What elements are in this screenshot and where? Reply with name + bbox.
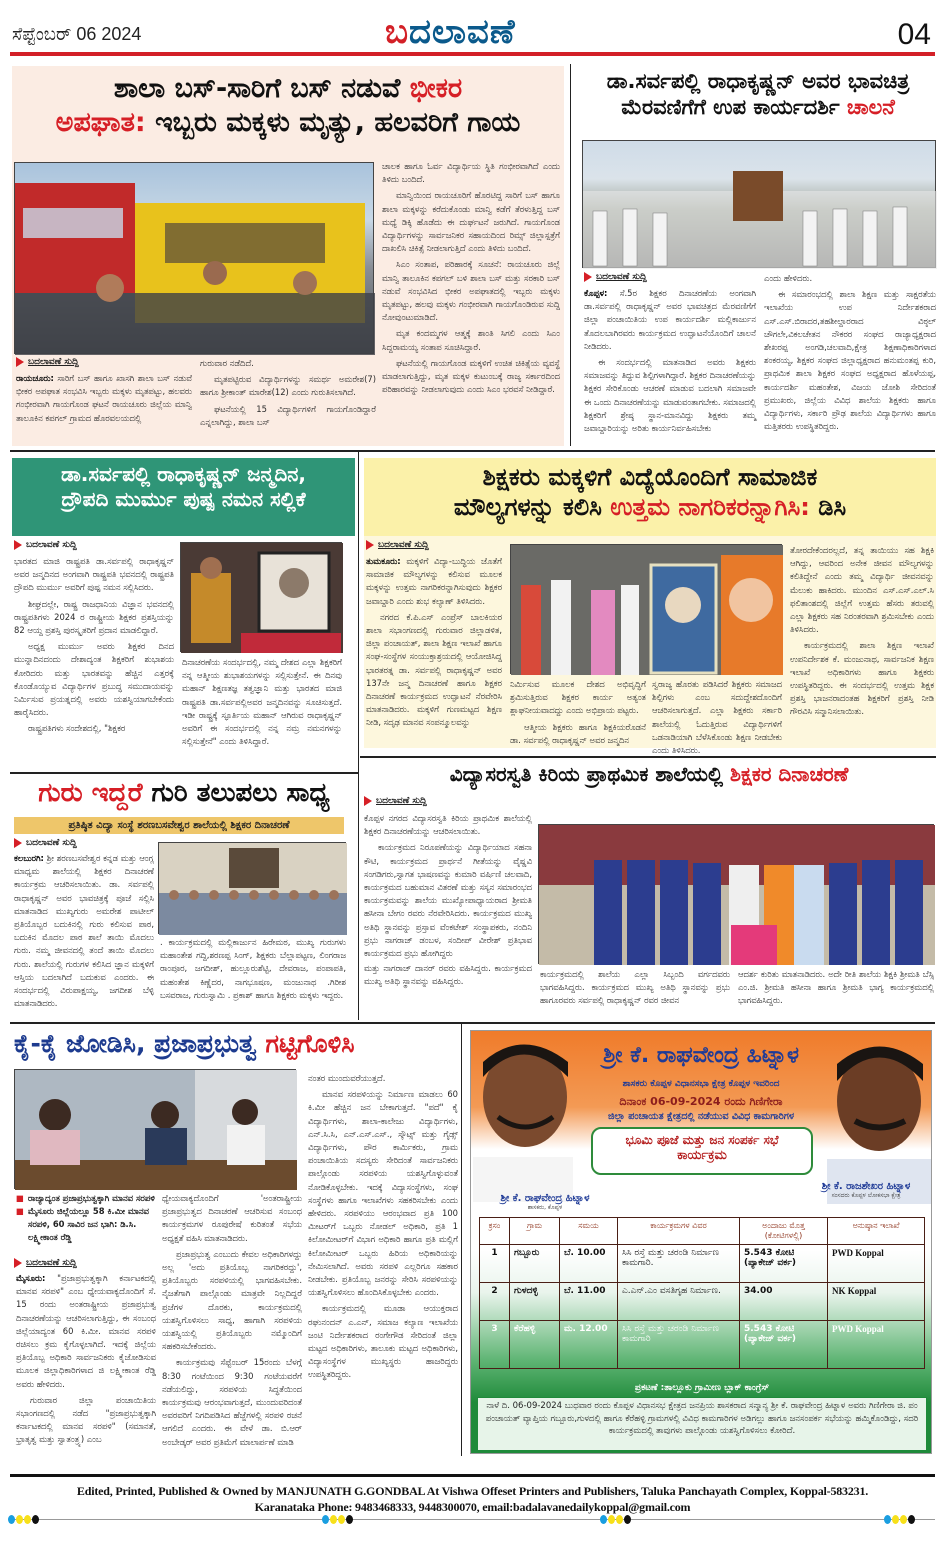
bullet-item: ■ ರಾಜ್ಯಾದ್ಯಂತ ಪ್ರಜಾಪ್ರಭುತ್ವಕ್ಕಾಗಿ ಮಾನವ ಸರಪಳಿ — [16, 1193, 155, 1203]
table-cell: 2 — [480, 1283, 510, 1321]
logo-part2: ದಲಾವಣೆ — [409, 12, 516, 52]
person-head — [229, 890, 239, 900]
ad-subtitle: ಶಾಸಕರು ಕೊಪ್ಪಳ ವಿಧಾನಸಭಾ ಕ್ಷೇತ್ರ ಕೊಪ್ಪಳ ಇವರಿಂದ — [622, 1079, 780, 1089]
table-cell: PWD Koppal — [828, 1321, 925, 1369]
col-header: ಅಂದಾಜು ಮೊತ್ತ (ಕೋಟಿಗಳಲ್ಲಿ) — [740, 1218, 828, 1245]
article-text-col1b: ಮತ್ತು ನಾಗರಾಜ್ ದಾನರ್ ರವರು ವಹಿಸಿದ್ದರು. ಕಾರ್ಯಕ್ರಮದ ಮುಖ್ಯ ಅತಿಥಿ ಸ್ಥಾನವನ್ನು ವಹಿಸಿದ್ದರು. — [364, 963, 532, 987]
table-cell: ಸಿಸಿ ರಸ್ತೆ ಮತ್ತು ಚರಂಡಿ ನಿರ್ಮಾಣ ಕಾಮಗಾರಿ — [618, 1321, 740, 1369]
article-text-col1: ಕೊಪ್ಪಳ: ಸೆ.5ರ ಶಿಕ್ಷಕರ ದಿನಾಚರಣೆಯ ಅಂಗವಾಗಿ ಡಾ.ಸರ್ವಪಲ್ಲಿ ರಾಧಾಕೃಷ್ಣನ್ ಅವರ ಭಾವಚಿತ್ರದ ಮೆರವಣಿಗೆಗೆ ಜಿಲ್ಲಾ ಪಂಚಾಯಿತಿಯ ಉಪ ಕಾರ್ಯದರ್ಶಿ ಮಲ್ಲಿಕಾರ್ಜುನ ತೊದಲಬಾಗಿರವರು ಕಾರ್ಯಕ್ರಮದ ಉದ್ಘಾಟನೆಯೊಂದಿಗೆ ಚಾಲನೆ ನೀಡಿದರು. ಈ ಸಂದರ್ಭದಲ್ಲಿ ಮಾತನಾಡಿದ ಅವರು ಶಿಕ್ಷಕರು ಸಮಾಜವನ್ನು ತಿದ್ದುವ ಶಿಲ್ಪಿಗಳಾಗಿದ್ದಾರೆ. ಶಿಕ್ಷಕರ ದಿನಾಚರಣೆಯನ್ನು ಶಿಕ್ಷಕರ ಸೇರಿಕೊಂಡು ಆಚರಣೆ ಮಾಡುವ ಬದಲಾಗಿ ಸಮಾಜವೇ ಈ ಒಂದು ದಿನಾಚರಣೆಯನ್ನು ಮಾಡುವಂತಾಗಬೇಕು. ಸಮಾಜದಲ್ಲಿ ಶಿಕ್ಷಕರಿಗೆ ಶ್ರೇಷ್ಠ ಸ್ಥಾನ-ಮಾನವಿದ್ದು ಶಿಕ್ಷಕರು ತಮ್ಮ ಜವಾಬ್ದಾರಿಯನ್ನು ಅರಿತು ಕಾರ್ಯನಿರ್ವಹಿಸಬೇಕು — [584, 288, 756, 434]
dateline: ಮೈಸೂರು: — [16, 1273, 46, 1283]
table-cell: 5.543 ಕೋಟಿ (ಪ್ಯಾಕೇಜ್ ವರ್ಕ) — [740, 1321, 828, 1369]
article-text-col2: ನಿರ್ಮಿಸುವ ಮೂಲಕ ದೇಶದ ಅಭಿವೃದ್ಧಿಗೆ ಶ್ರಮಿಸುತ್ತಿರುವ ಶಿಕ್ಷಕರ ಕಾರ್ಯ ಅತ್ಯಂತ ಶ್ಲಾಘನೀಯವಾದದ್ದು ಎಂದು ಅಭಿಪ್ರಾಯ ಪಟ್ಟರು. ಆತ್ಮೀಯ ಶಿಕ್ಷಕರು ಹಾಗೂ ಶಿಕ್ಷಕಿಯರೊಡನೆ ಡಾ. ಸರ್ವಪಲ್ಲಿ ರಾಧಾಕೃಷ್ಣನ್ ಅವರ ಜನ್ಮದಿನ — [510, 679, 646, 745]
byline: ಬದಲಾವಣೆ ಸುದ್ದಿ — [14, 838, 77, 848]
advertisement — [470, 1030, 932, 1454]
col-header: ಗ್ರಾಮ — [510, 1218, 560, 1245]
col-header: ಕ್ರಸಂ — [480, 1218, 510, 1245]
byline: ಬದಲಾವಣೆ ಸುದ್ದಿ — [366, 540, 429, 550]
byline: ಬದಲಾವಣೆ ಸುದ್ದಿ — [16, 357, 79, 367]
col-header: ಕಾರ್ಯಕ್ರಮಗಳ ವಿವರ — [618, 1218, 740, 1245]
byline-triangle-icon — [14, 838, 22, 848]
headline-highlight: ಗುರು ಇದ್ದರೆ — [38, 778, 143, 808]
murmu-tribute-photo — [180, 542, 342, 652]
bullet-square-icon: ■ — [16, 1193, 24, 1203]
section-divider — [10, 450, 935, 452]
byline-triangle-icon — [16, 357, 24, 367]
dateline: ರಾಯಚೂರು: — [16, 373, 54, 383]
teacher-shape — [693, 863, 721, 965]
person-shape — [893, 207, 907, 266]
person-shape — [653, 213, 667, 266]
table-row — [480, 1245, 925, 1283]
article-text-col2: ದಿನಾಚರಣೆಯ ಸಂದರ್ಭದಲ್ಲಿ, ನಮ್ಮ ದೇಶದ ಎಲ್ಲಾ ಶಿಕ್ಷಕರಿಗೆ ನನ್ನ ಆತ್ಮೀಯ ಶುಭಾಶಯಗಳನ್ನು ಸಲ್ಲಿಸುತ್ತೇನೆ. ಈ ದಿನವು ಮಹಾನ್ ಶಿಕ್ಷಣತಜ್ಞ ತತ್ವಜ್ಞಾನಿ ಮತ್ತು ಭಾರತದ ಮಾಜಿ ರಾಷ್ಟ್ರಪತಿ ಡಾ.ಸರ್ವಪಲ್ಲಿಅವರ ಜನ್ಮದಿನವನ್ನು ಸೂಚಿಸುತ್ತದೆ. ಇಡೀ ರಾಷ್ಟ್ರಕ್ಕೆ ಸ್ಫೂರ್ತಿಯ ಮಹಾನ್ ಆಗಿರುವ ರಾಧಾಕೃಷ್ಣನ್ ಅವರಿಗೆ ಈ ಸಂದರ್ಭದಲ್ಲಿ ನನ್ನ ನಮ್ರ ನಮನಗಳನ್ನು ಸಲ್ಲಿಸುತ್ತೇನೆ" ಎಂದು ತಿಳಿಸಿದ್ದಾರೆ. — [182, 657, 342, 747]
highlight-bullets — [16, 1192, 156, 1244]
person-shape — [863, 211, 877, 266]
article-text-col3: ಸ್ವರಾಜ್ಯ ಹೊರತು ಪಡಿಸಿದರೆ ಶಿಕ್ಷಕರು ಸಮಾಜದ ಶಿಲ್ಪಿಗಳು ಎಂಬ ಸದುದ್ದೇಶದೊಂದಿಗೆ ಆಚರಿಸಲಾಗುತ್ತದೆ. ಎಲ್ಲಾ ಶಿಕ್ಷಕರು ಸರ್ಕಾರಿ ಶಾಲೆಯಲ್ಲಿ ಓದುತ್ತಿರುವ ವಿದ್ಯಾರ್ಥಿಗಳಿಗೆ ಒಡನಾಡಿಯಾಗಿ ಬೆಳೆಸಿಕೊಂಡು ಶಿಕ್ಷಣ ನೀಡಬೇಕು ಎಂದು ತಿಳಿಸಿದರು. — [652, 679, 782, 756]
school-teachers-photo — [538, 824, 934, 964]
teacher-shape — [862, 860, 890, 965]
person-shape — [145, 1128, 187, 1165]
person-shape — [551, 580, 571, 675]
portrait-face — [279, 568, 309, 598]
table-cell: 1 — [480, 1245, 510, 1283]
person-shape — [794, 865, 824, 965]
table-cell: ಬೆ. 10.00 — [560, 1245, 618, 1283]
left-portrait — [473, 1037, 573, 1202]
procession-photo — [582, 140, 936, 268]
photo-illustration — [181, 543, 343, 653]
doorway — [229, 848, 279, 888]
table-cell: 3 — [480, 1321, 510, 1369]
article-headline: ಶಿಕ್ಷಕರು ಮಕ್ಕಳಿಗೆ ವಿದ್ಯೆಯೊಂದಿಗೆ ಸಾಮಾಜಿಕ ಮೌಲ್ಯಗಳನ್ನು ಕಲಿಸಿ ಉತ್ತಮ ನಾಗರಿಕರನ್ನಾಗಿಸಿ: ಡಿಸಿ — [364, 458, 936, 536]
shrine — [731, 925, 777, 965]
article-text-col3: ನಂತರ ಮುಂದುವರೆಯುತ್ತದೆ. ಮಾನವ ಸರಪಳಿಯನ್ನು ನಿರ್ಮಾಣ ಮಾಡಲು 60 ಕಿ.ಮೀ ಹೆಚ್ಚಿನ ಜನ ಬೇಕಾಗುತ್ತದೆ. "ಪದೆ" ಕೈ ವಿದ್ಯಾರ್ಥಿಗಳು, ಶಾಲಾ-ಕಾಲೇಜು ವಿದ್ಯಾರ್ಥಿಗಳು, ಎನ್.ಸಿ.ಸಿ, ಎನ್.ಎಸ್.ಎಸ್., ಸ್ಕೌಟ್ಸ್ ಮತ್ತು ಗೈಡ್ಸ್ ವಿದ್ಯಾರ್ಥಿಗಳು, ಪೌರ ಕಾರ್ಮಿಕರು, ಗ್ರಾಮ ಪಂಚಾಯಿತಿಯ ಸದಸ್ಯರು ಸೇರಿದಂತೆ ಸಾರ್ವಜನಿಕರು ಪಾಲ್ಗೊಂಡು ಸರಪಳಿಯ ಯಶಸ್ವಿಗೊಳ್ಳುವಂತೆ ನೋಡಿಕೊಳ್ಳಬೇಕು. ಇದಕ್ಕೆ ವಿದ್ಯಾಸಂಸ್ಥೆಗಳು, ಸಂಘ ಸಂಸ್ಥೆಗಳು ಹಾಗೂ ಇಲಾಖೆಗಳು ಸಹಕರಿಸಬೇಕು ಎಂದು ಹೇಳಿದರು. ಸರಪಳಿಯು ಆರಂಭವಾದ ಪ್ರತಿ 100 ಮೀಟರ್‌ಗೆ ಒಬ್ಬರು ನೋಡಲ್ ಅಧಿಕಾರಿ, ಪ್ರತಿ 1 ಕಿಲೋಮೀಟರ್‌ಗೆ ವಿಭಾಗ ಅಧಿಕಾರಿ ಹಾಗೂ ಪ್ರತಿ ಮಲ್ಲಿಗೆ ಕಿಲೋಮೀಟರ್ ಒಬ್ಬರು ಹಿರಿಯ ಅಧಿಕಾರಿಯನ್ನು ನೇಮಿಸಲಾಗಿದೆ. ಅವರು ಸರಪಳಿ ಎಲ್ಲರಿಗೂ ಸಹಕಾರ ನೀಡಬೇಕು. ಪ್ರತಿಯೊಬ್ಬ ಜನರನ್ನು ಸೇರಿಸಿ ಸರಪಳಿಯನ್ನು ಯಶಸ್ವಿಗೊಳಿಸಲು ಹೊಂದಿಸಿಕೊಳ್ಳಬೇಕು ಎಂದರು. ಕಾರ್ಯಕ್ರಮದಲ್ಲಿ ಮೂಡಾ ಆಯುಕ್ತರಾದ ರಘುನಂದನ್ ಎ.ಎನ್, ಸಮಾಜ ಕಲ್ಯಾಣ ಇಲಾಖೆಯ ಜಂಟಿ ನಿರ್ದೇಶಕರಾದ ರಂಗೇಗೌಡ ಸೇರಿದಂತೆ ಜಿಲ್ಲಾ ಮಟ್ಟದ ಅಧಿಕಾರಿಗಳು, ತಾಲೂಕು ಮಟ್ಟದ ಅಧಿಕಾರಿಗಳು, ವಿದ್ಯಾಸಂಸ್ಥೆಗಳ ಮುಖ್ಯಸ್ಥರು ಹಾಜರಿದ್ದರು ಉಪಸ್ಥಿತರಿದ್ದರು. — [308, 1073, 458, 1380]
right-person-name: ಶ್ರೀ ಕೆ. ರಾಜಶೇಖರ ಹಿಟ್ನಾಳ ಸಂಸದರು ಕೊಪ್ಪಳ ಲೋಕಸಭಾ ಕ್ಷೇತ್ರ — [821, 1181, 911, 1199]
article-text-col1: ತುಮಕೂರು: ಮಕ್ಕಳಿಗೆ ವಿದ್ಯಾ-ಬುದ್ಧಿಯ ಜೊತೆಗೆ ಸಾಮಾಜಿಕ ಮೌಲ್ಯಗಳನ್ನು ಕಲಿಸುವ ಮೂಲಕ ಮಕ್ಕಳನ್ನು ಉತ್ತಮ ನಾಗರಿಕರನ್ನಾಗಿಸುವುದು ಶಿಕ್ಷಕರ ಜವಾಬ್ದಾರಿ ಎಂದು ಶುಭ ಕಲ್ಯಾಣ್ ತಿಳಿಸಿದರು. ನಗರದ ಕೆ.ಪಿ.ಎಸ್ ಎಂಪ್ರೆಸ್ ಬಾಲಕಿಯರ ಶಾಲಾ ಸಭಾಂಗಣದಲ್ಲಿ ಗುರುವಾರ ಜಿಲ್ಲಾಡಳಿತ, ಜಿಲ್ಲಾ ಪಂಚಾಯತ್, ಶಾಲಾ ಶಿಕ್ಷಣ ಇಲಾಖೆ ಹಾಗೂ ಸಂಘ-ಸಂಸ್ಥೆಗಳ ಸಂಯುಕ್ತಾಶ್ರಯದಲ್ಲಿ ಆಯೋಜಿಸಿದ್ದ ಭಾರತರತ್ನ ಡಾ. ಸರ್ವಪಲ್ಲಿ ರಾಧಾಕೃಷ್ಣನ್ ಅವರ 137ನೇ ಜನ್ಮ ದಿನಾಚರಣೆ ಹಾಗೂ ಶಿಕ್ಷಕರ ದಿನಾಚರಣೆ ಕಾರ್ಯಕ್ರಮದ ಉದ್ಘಾಟನೆ ನೆರವೇರಿಸಿ ಮಾತನಾಡಿದರು. ಮಕ್ಕಳಿಗೆ ಗುಣಮಟ್ಟದ ಶಿಕ್ಷಣ ನೀಡಿ, ಸದೃಢ ಮಾನವ ಸಂಪನ್ಮೂಲವನ್ನು — [366, 556, 502, 728]
headline-highlight: ಭೀಕರ — [409, 73, 463, 104]
masthead-rule — [10, 52, 935, 56]
table-cell: ಗುಳದಳ್ಳಿ — [510, 1283, 560, 1321]
headline-highlight: ಗಟ್ಟಿಗೊಳಿಸಿ — [265, 1029, 355, 1058]
table-cell: 5.543 ಕೋಟಿ (ಪ್ಯಾಕೇಜ್ ವರ್ಕ) — [740, 1245, 828, 1283]
person-shape — [30, 1130, 80, 1165]
registration-mark-icon — [600, 1515, 631, 1524]
left-person-name: ಶ್ರೀ ಕೆ. ರಾಘವೇಂದ್ರ ಹಿಟ್ನಾಳ ಶಾಸಕರು, ಕೊಪ್ಪಳ — [500, 1193, 590, 1211]
table-cell: PWD Koppal — [828, 1245, 925, 1283]
ad-schedule-table-wrap — [479, 1217, 925, 1369]
article-headline: ಗುರು ಇದ್ದರೆ ಗುರಿ ತಲುಪಲು ಸಾಧ್ಯ — [38, 778, 330, 808]
column-divider — [461, 1024, 462, 1456]
photo-illustration — [511, 545, 783, 675]
photo-illustration — [15, 1070, 297, 1190]
article-headline: ಕೈ-ಕೈ ಜೋಡಿಸಿ, ಪ್ರಜಾಪ್ರಭುತ್ವ ಗಟ್ಟಿಗೊಳಿಸಿ — [14, 1029, 355, 1058]
person-head — [289, 890, 299, 900]
photo-illustration — [539, 825, 935, 965]
person-head — [209, 890, 219, 900]
registration-bar — [10, 1519, 935, 1520]
imprint-line — [10, 1483, 935, 1515]
portrait-face — [665, 587, 701, 623]
article-text-col4: ತೋರದೇಕೆಂದರಲ್ಲದೆ, ತನ್ನ ತಾಯಿಯು ಸಹ ಶಿಕ್ಷಕಿ ಆಗಿದ್ದು, ಆವರಿಂದ ಅನೇಕ ಜೀವನ ಮೌಲ್ಯಗಳನ್ನು ಕಲಿತಿದ್ದೇನೆ ಎಂದು ತಮ್ಮ ವಿದ್ಯಾರ್ಥಿ ಜೀವನವನ್ನು ಮೆಲುಕು ಹಾಕಿದರು. ಮುಂದಿನ ಎಸ್.ಎಸ್.ಎಲ್.ಸಿ ಫಲಿತಾಂಶದಲ್ಲಿ ಜಿಲ್ಲೆಗೆ ಉತ್ತಮ ಹೆಸರು ತರುವಲ್ಲಿ ಎಲ್ಲಾ ಶಿಕ್ಷಕರು ಸಹ ನಿರಂತರವಾಗಿ ಶ್ರಮಿಸಬೇಕು ಎಂದು ತಿಳಿಸಿದರು. ಕಾರ್ಯಕ್ರಮದಲ್ಲಿ ಶಾಲಾ ಶಿಕ್ಷಣ ಇಲಾಖೆ ಉಪನಿರ್ದೇಶಕ ಕೆ. ಮಂಜುನಾಥ, ಸಾರ್ವಜನಿಕ ಶಿಕ್ಷಣ ಇಲಾಖೆ ಅಧಿಕಾರಿಗಳು ಹಾಗೂ ಶಿಕ್ಷಕರು ಉಪಸ್ಥಿತರಿದ್ದರು. ಈ ಸಂದರ್ಭದಲ್ಲಿ ಉತ್ತಮ ಶಿಕ್ಷಕ ಪ್ರಶಸ್ತಿ ಭಾಜನರಾದಂತಹ ಶಿಕ್ಷಕರಿಗೆ ಪ್ರಶಸ್ತಿ ನೀಡಿ ಗೌರವಿಸಿ ಸನ್ಮಾನಿಸಲಾಯಿತು. — [790, 545, 934, 717]
byline-triangle-icon — [584, 272, 592, 282]
ad-banner-line1: ಭೂಮಿ ಪೂಜೆ ಮತ್ತು ಜನ ಸಂಪರ್ಕ ಸಭೆ — [625, 1133, 779, 1147]
byline-triangle-icon — [364, 796, 372, 806]
right-portrait — [827, 1039, 931, 1204]
ad-banner-line2: ಕಾರ್ಯಕ್ರಮ — [677, 1148, 727, 1163]
table-header-row — [480, 1218, 925, 1245]
page-number: 04 — [897, 18, 931, 51]
byline: ಬದಲಾವಣೆ ಸುದ್ದಿ — [364, 796, 427, 806]
ad-schedule-table — [479, 1217, 925, 1369]
col-header: ಸಮಯ — [560, 1218, 618, 1245]
newspaper-logo — [385, 12, 516, 52]
table-cell: 34.00 — [740, 1283, 828, 1321]
person-shape — [593, 211, 607, 266]
imprint-line2: Karanataka Phone: 9483468333, 9448300070, email:badalavanedailykoppal@gmail.com — [254, 1500, 691, 1514]
column-divider — [570, 64, 571, 446]
portrait-frame — [733, 171, 783, 221]
person-head — [200, 557, 222, 579]
ad-title: ಶ್ರೀ ಕೆ. ರಾಘವೇಂದ್ರ ಹಿಟ್ನಾಳ — [603, 1043, 799, 1068]
issue-date: ಸೆಪ್ಟೆಂಬರ್ 06 2024 — [12, 24, 142, 44]
person-head — [151, 1101, 179, 1129]
teacher-shape — [594, 860, 622, 965]
section-divider — [10, 1022, 935, 1024]
byline: ಬದಲಾವಣೆ ಸುದ್ದಿ — [14, 1258, 77, 1268]
registration-mark-icon — [322, 1515, 353, 1524]
article-text-col3: ಚಾಲಕ ಹಾಗೂ ಓರ್ವ ವಿದ್ಯಾರ್ಥಿಯ ಸ್ಥಿತಿ ಗಂಭೀರವಾಗಿದೆ ಎಂದು ತಿಳಿದು ಬಂದಿದೆ. ಮಾನ್ವಿಯಿಂದ ರಾಯಚೂರಿಗೆ ಹೊರಟಿದ್ದ ಸಾರಿಗೆ ಬಸ್ ಹಾಗೂ ಶಾಲಾ ಮಕ್ಕಳನ್ನು ಕರೆದುಕೊಂಡು ಮಾನ್ವಿ ಕಡೆಗೆ ತೆರಳುತ್ತಿದ್ದ ಬಸ್ ಮಧ್ಯೆ ಡಿಕ್ಕಿ ಹೊಡೆದು ಈ ದುರ್ಘಟನೆ ಜರುಗಿದೆ. ಗಾಯಗೊಂಡ ವಿದ್ಯಾರ್ಥಿಗಳನ್ನು ಸಾರ್ವಜನಿಕರ ಸಹಾಯದಿಂದ ರಿಮ್ಸ್ ಜಿಲ್ಲಾಸ್ಪತ್ರೆಗೆ ದಾಖಲಿಸಿ ಚಿಕಿತ್ಸೆ ನೀಡಲಾಗುತ್ತಿದೆ ಎಂದು ತಿಳಿದು ಬಂದಿದೆ. ಸಿಎಂ ಸಂತಾಪ, ಪರಿಹಾರಕ್ಕೆ ಸೂಚನೆ: ರಾಯಚೂರು ಜಿಲ್ಲೆ ಮಾನ್ವಿ ತಾಲೂಕಿನ ಕಪಗಲ್ ಬಳಿ ಶಾಲಾ ಬಸ್ ಮತ್ತು ಸರಕಾರಿ ಬಸ್ ನಡುವೆ ಸಂಭವಿಸಿದ ಭೀಕರ ಅಪಘಾತದಲ್ಲಿ ಇಬ್ಬರು ಮಕ್ಕಳು ಮೃತಪಟ್ಟು, ಹಲವು ಮಕ್ಕಳು ಗಂಭೀರವಾಗಿ ಗಾಯಗೊಂಡಿರುವ ಸುದ್ದಿ ನೋವುಂಟುಮಾಡಿದೆ. ಮೃತ ಕಂದಮ್ಮಗಳ ಆತ್ಮಕ್ಕೆ ಶಾಂತಿ ಸಿಗಲಿ ಎಂದು ಸಿಎಂ ಸಿದ್ದರಾಮಯ್ಯ ಸಂತಾಪ ಸೂಚಿಸಿದ್ದಾರೆ. ಘಟನೆಯಲ್ಲಿ ಗಾಯಗೊಂಡ ಮಕ್ಕಳಿಗೆ ಉಚಿತ ಚಿಕಿತ್ಸೆಯ ವ್ಯವಸ್ಥೆ ಮಾಡಲಾಗುತ್ತಿದ್ದು, ಮೃತ ಮಕ್ಕಳ ಕುಟುಂಬಕ್ಕೆ ರಾಜ್ಯ ಸರ್ಕಾರದಿಂದ ಪರಿಹಾರವನ್ನು ನೀಡಲಾಗುವುದು ಎಂದು ಸಿಎಂ ಭರವಸೆ ನೀಡಿದ್ದಾರೆ. — [382, 161, 560, 395]
person-head — [249, 890, 259, 900]
person-head — [309, 890, 319, 900]
dateline: ತುಮಕೂರು: — [366, 556, 401, 566]
headline-highlight: ಅಪಘಾತ: — [55, 106, 146, 138]
flower-petals — [241, 633, 341, 653]
table-cell: ಗಬ್ಬೂರು — [510, 1245, 560, 1283]
table-cell: ಬೆ. 11.00 — [560, 1283, 618, 1321]
article-text-col1: ಕೊಪ್ಪಳ ನಗರದ ವಿದ್ಯಾಸರಸ್ವತಿ ಕಿರಿಯ ಪ್ರಾಥಮಿಕ ಶಾಲೆಯಲ್ಲಿ ಶಿಕ್ಷಕರ ದಿನಾಚರಣೆಯನ್ನು ಆಚರಿಸಲಾಯಿತು. ಕಾರ್ಯಕ್ರಮದ ನಿರೂಪಣೆಯನ್ನು ವಿದ್ಯಾರ್ಥಿಯಾದ ಸಹನಾ ಕೌಟಿ, ಕಾರ್ಯಕ್ರಮದ ಪ್ರಾರ್ಥನೆ ಗೀತೆಯನ್ನು ವೈಷ್ಣವಿ ಸಂಗಡಿಗರು,ಸ್ವಾಗತ ಭಾಷಣವನ್ನು ಕುಮಾರಿ ವರ್ಷಿಣಿ ಚಲವಾದಿ, ಕಾರ್ಯಕ್ರಮದ ಬಹುಮಾನ ವಿತರಣೆ ಮತ್ತು ಸಸ್ಯನ ಸಮಾರಂಭದ ಕಾರ್ಯಕ್ರಮವನ್ನು ಶಾಲೆಯ ಮುಖ್ಯೋಪಾಧ್ಯಾಯರಾದ ಶ್ರೀಮತಿ ಹಸೀನಾ ಬೇಗಂ ರವರು ನೆರವೇರಿಸಿದರು. ಕಾರ್ಯಕ್ರಮದ ಮುಖ್ಯ ಅತಿಥಿ ಸ್ಥಾನವನ್ನು ಪ್ರಸ್ತಾವ ವೆಂಕಟೇಶ್ ಸಂಸ್ಥಾಪಕರು, ನಂದಿನಿ ಪ್ರಭು ನಾಗರಾಜ್ ಡಂಬಳ, ಸಂದೀಪ್ ವೀರೇಶ್ ಪ್ರತಿಭಾವ ಕಾರ್ಯಕ್ರಮದ ಪ್ರಭು ಹೋಗಿದ್ದರು — [364, 813, 532, 959]
person-shape — [803, 211, 817, 266]
bullet-square-icon: ■ — [16, 1206, 24, 1216]
crowd-shape — [15, 293, 375, 355]
footer-rule — [10, 1474, 935, 1477]
byline: ಬದಲಾವಣೆ ಸುದ್ದಿ — [14, 540, 77, 550]
article-headline: ಡಾ.ಸರ್ವಪಲ್ಲಿ ರಾಧಾಕೃಷ್ಣನ್ ಜನ್ಮದಿನ, ದ್ರೌಪದಿ ಮುರ್ಮು ಪುಷ್ಪ ನಮನ ಸಲ್ಲಿಕೆ — [12, 458, 355, 536]
person-head — [96, 274, 124, 302]
person-head — [329, 890, 339, 900]
byline-triangle-icon — [14, 540, 22, 550]
article-text-col1: ಭಾರತದ ಮಾಜಿ ರಾಷ್ಟ್ರಪತಿ ಡಾ.ಸರ್ವಪಲ್ಲಿ ರಾಧಾಕೃಷ್ಣನ್ ಅವರ ಜನ್ಮದಿನದ ಅಂಗವಾಗಿ ರಾಷ್ಟ್ರಪತಿ ಭವನದಲ್ಲಿ ರಾಷ್ಟ್ರಪತಿ ದ್ರೌಪದಿ ಮುರ್ಮು ಅವರಿಗೆ ಪುಷ್ಪ ನಮನ ಸಲ್ಲಿಸಿದರು. ಶೀಘ್ರದಲ್ಲೇ, ರಾಷ್ಟ್ರ ರಾಜಧಾನಿಯ ವಿಜ್ಞಾನ ಭವನದಲ್ಲಿ ರಾಷ್ಟ್ರಪತಿಗಳು 2024 ರ ರಾಷ್ಟ್ರೀಯ ಶಿಕ್ಷಕರ ಪ್ರಶಸ್ತಿಯನ್ನು 82 ಆಯ್ದ ಪ್ರಶಸ್ತಿ ಪುರಸ್ಕೃತರಿಗೆ ಪ್ರದಾನ ಮಾಡಲಿದ್ದಾರೆ. ಅಧ್ಯಕ್ಷ ಮುರ್ಮು ಅವರು ಶಿಕ್ಷಕರ ದಿನದ ಮುನ್ನಾದಿನದಂದು ದೇಶಾದ್ಯಂತ ಶಿಕ್ಷಕರಿಗೆ ಶುಭಾಶಯ ಕೋರಿದರು ಮತ್ತು ಭಾರತವನ್ನು ಹೆಚ್ಚಿನ ಎತ್ತರಕ್ಕೆ ಕೊಂಡೊಯ್ಯುವ ವಿದ್ಯಾರ್ಥಿಗಳ ಪ್ರಬುದ್ಧ ಸಮುದಾಯವನ್ನು ನಿರ್ಮಿಸುವ ಪ್ರಯತ್ನದಲ್ಲಿ ಅವರು ಯಶಸ್ವಿಯಾಗಬೇಕೆಂದು ಹಾರೈಸಿದರು. ರಾಷ್ಟ್ರಪತಿಗಳು ಸಂದೇಶದಲ್ಲಿ, "ಶಿಕ್ಷಕರ — [14, 556, 174, 734]
table-cell: NK Koppal — [828, 1283, 925, 1321]
logo-part1: ಬ — [385, 12, 410, 52]
person-head — [293, 271, 317, 295]
portrait-face — [729, 578, 773, 622]
article-text-col1: ಕಲಬುರಗಿ: ಶ್ರೀ ಶರಣಬಸವೇಶ್ವರ ಕನ್ನಡ ಮತ್ತು ಆಂಗ್ಲ ಮಾಧ್ಯಮ ಶಾಲೆಯಲ್ಲಿ ಶಿಕ್ಷಕರ ದಿನಾಚರಣೆ ಕಾರ್ಯಕ್ರಮ ಆಚರಿಸಲಾಯಿತು. ಡಾ. ಸರ್ವಪಲ್ಲಿ ರಾಧಾಕೃಷ್ಣನ್ ಅವರ ಭಾವಚಿತ್ರಕ್ಕೆ ಪೂಜೆ ಸಲ್ಲಿಸಿ ಮಾತನಾಡಿದ ಮುಖ್ಯಗುರು ಅಮರೇಶ ಪಾಟೀಲ್ ಪ್ರತಿಯೊಬ್ಬರ ಬದುಕಿನಲ್ಲಿ ಗುರು ಕಲಿಸುವ ಪಾಠ, ಬದುಕಿನ ಮೊದಲ ಪಾಠ ಶಾಲೆ ತಾಯಿ ಮೊದಲು ಗುರು. ನಮ್ಮ ಜೀವನದಲ್ಲಿ ತಂದೆ ತಾಯಿ ಮೊದಲು ಗುರು. ಶಾಲೆಯಲ್ಲಿ ಗುರುಗಳ ಕಲಿಸಿದ ಜ್ಞಾನ ಮಕ್ಕಳಿಗೆ ಆಸ್ತಿಯ ಬದಲಾಗಿದೆ ಬದುಕುವ ಎಂದರು. ಈ ಸಂದರ್ಭದಲ್ಲಿ ವಿರುಪಾಕ್ಷಯ್ಯ, ಜಗದೀಶ ಬೆಳ್ಳಿ ಮಾತನಾಡಿದರು. — [14, 853, 154, 1009]
table-cell: ಮ. 12.00 — [560, 1321, 618, 1369]
teacher-shape — [660, 860, 688, 965]
article-text-col1: ರಾಯಚೂರು: ಸಾರಿಗೆ ಬಸ್ ಹಾಗೂ ಖಾಸಗಿ ಶಾಲಾ ಬಸ್ ನಡುವೆ ಭೀಕರ ಅಪಘಾತ ಸಂಭವಿಸಿ ಇಬ್ಬರು ಮಕ್ಕಳು ಮೃತಪಟ್ಟು, ಹಲವರು ಗಂಭೀರವಾಗಿ ಗಾಯಗೊಂಡ ಘಟನೆ ರಾಯಚೂರು ಜಿಲ್ಲೆಯ ಮಾನ್ವಿ ತಾಲೂಕಿನ ಕಪಗಲ್ ಗ್ರಾಮದ ಹೊರವಲಯದಲ್ಲಿ — [16, 373, 192, 423]
article-text-col2: . ಕಾರ್ಯಕ್ರಮದಲ್ಲಿ ಮಲ್ಲಿಕಾರ್ಜುನ ಹಿರೇಮಠ, ಮುಖ್ಯ ಗುರುಗಳು ಮಹಾಂತೇಶ ಗದ್ದಿ,ಶರಣಪ್ಪ ಸಿಂಗ್, ಶಿಕ್ಷಕರು ಬೆಲ್ಲಾಪಟ್ಟಣ, ಲಿಂಗರಾಜ ರಾಂಪೂರ, ಜಗದೀಶ್, ಹುಲ್ಲೂರುಶೆಟ್ಟಿ, ದೇವರಾಜ, ಪಂಪಾಪತಿ, ಮಹಂತೇಶ ಕಿಣ್ಣೆದರ, ನಾಗಭೂಷಣ, ಮಂಜುನಾಥ .ಗಿರೀಶ ಬಸವರಾಜ, ಗುರುಸ್ವಾಮಿ . ಪ್ರಕಾಶ್ ಹಾಗೂ ಶಿಕ್ಷಕರು ಮಕ್ಕಳು ಇದ್ದರು. — [160, 937, 346, 1000]
article-text-col2: ಗುರುವಾರ ನಡೆದಿದೆ. ಮೃತಪಟ್ಟಿರುವ ವಿದ್ಯಾರ್ಥಿಗಳನ್ನು ಸಮರ್ಥ ಅಮರೇಶ(7) ಹಾಗೂ ಶ್ರೀಕಾಂತ್ ಮಾರೇಶ(12) ಎಂದು ಗುರುತಿಸಲಾಗಿದೆ. ಘಟನೆಯಲ್ಲಿ 15 ವಿದ್ಯಾರ್ಥಿಗಳಿಗೆ ಗಾಯಗೊಂಡಿದ್ದಾರೆ ಎನ್ನಲಾಗಿದ್ದು, ಶಾಲಾ ಬಸ್ — [200, 358, 376, 427]
bus-window — [23, 208, 123, 238]
person-head — [232, 1099, 258, 1125]
headline-highlight: ಉತ್ತಮ ನಾಗರಿಕರನ್ನಾಗಿಸಿ: — [610, 493, 810, 521]
registration-mark-icon — [884, 1515, 915, 1524]
teacher-shape — [627, 860, 655, 965]
article-text-col1: ಮೈಸೂರು: "ಪ್ರಜಾಪ್ರಭುತ್ವಕ್ಕಾಗಿ ಕರ್ನಾಟಕದಲ್ಲಿ ಮಾನವ ಸರಪಳಿ" ಎಂಬ ಧ್ಯೇಯವಾಕ್ಯದೊಂದಿಗೆ ಸೆ. 15 ರಂದು ಅಂತರಾಷ್ಟ್ರೀಯ ಪ್ರಜಾಪ್ರಭುತ್ವ ದಿನಾಚರಣೆಯನ್ನು ಆಚರಿಸಲಾಗುತ್ತಿದ್ದು, ಈ ಸಂಬಂಧ ಜಿಲ್ಲೆಯಾದ್ಯಂತ 60 ಕಿ.ಮೀ. ಮಾನವ ಸರಪಳಿ ರಚಿಸಲು ಕ್ರಮ ಕೈಗೊಳ್ಳಲಾಗಿದೆ. ಇದಕ್ಕೆ ಜಿಲ್ಲೆಯ ಪ್ರತಿಯೊಬ್ಬ ಅಧಿಕಾರಿ ಸಾರ್ವಜನಿಕರು ಕೈಜೋಡಿಸುವ ಮೂಲಕ ಜಿಲ್ಲಾಧಿಕಾರಿಗಳಾದ ಜಿ ಲಕ್ಷ್ಮೀಕಾಂತ ರೆಡ್ಡಿ ಅವರು ಹೇಳಿದರು. ಗುರುವಾರ ಜಿಲ್ಲಾ ಪಂಚಾಯಿತಿಯ ಸಭಾಂಗಣದಲ್ಲಿ ನಡೆದ "ಪ್ರಜಾಪ್ರಭುತ್ವಕ್ಕಾಗಿ ಕರ್ನಾಟಕದಲ್ಲಿ ಮಾನವ ಸರಪಳಿ" (ಸಮಾನತೆ, ಭ್ರಾತೃತ್ವ ಮತ್ತು ಸ್ವಾತಂತ್ರ್ಯ) ಎಂಬ — [16, 1273, 156, 1445]
teacher-shape — [829, 863, 857, 965]
section-divider — [360, 756, 936, 758]
ad-publisher: ಪ್ರಕಟಣೆ :ತಾಲ್ಲೂಕು ಗ್ರಾಮೀಣ ಬ್ಲಾಕ್ ಕಾಂಗ್ರೆಸ್ — [634, 1383, 770, 1393]
person-head — [269, 890, 279, 900]
person-head — [189, 890, 199, 900]
table-cell: ಕೆರೆಹಳ್ಳಿ — [510, 1321, 560, 1369]
table-cell: ಸಿಸಿ ರಸ್ತೆ ಮತ್ತು ಚರಂಡಿ ನಿರ್ಮಾಣ ಕಾಮಗಾರಿ. — [618, 1245, 740, 1283]
article-subhead: ಪ್ರತಿಷ್ಠಿತ ವಿದ್ಯಾ ಸಂಸ್ಥೆ ಶರಣಬಸವೇಶ್ವರ ಶಾಲೆಯಲ್ಲಿ ಶಿಕ್ಷಕರ ದಿನಾಚರಣೆ — [14, 817, 344, 834]
article-headline — [12, 66, 564, 140]
bus-window — [165, 223, 325, 263]
registration-mark-icon — [8, 1515, 39, 1524]
byline-triangle-icon — [366, 540, 374, 550]
column-divider — [358, 452, 359, 1020]
bullet-item: ■ ಮೈಸೂರು ಜಿಲ್ಲೆಯಲ್ಲೂ 58 ಕಿ.ಮೀ ಮಾನವ ಸರಪಳಿ, 60 ಸಾವಿರ ಜನ ಭಾಗಿ: ಡಿ.ಸಿ. ಲಕ್ಷ್ಮೀಕಾಂತ ರೆಡ್ಡಿ — [16, 1206, 149, 1242]
person-shape — [191, 573, 231, 643]
section-divider — [10, 772, 358, 774]
photo-caption-right: ಆದರ್ಶ ಕುರಿತು ಮಾತನಾಡಿದರು. ಅದೇ ರೀತಿ ಶಾಲೆಯ ಶಿಕ್ಷಕಿ ಶ್ರೀಮತಿ ಬೆಸ್ಸಿ ಎಂ.ಜಿ. ಶ್ರೀಮತಿ ಹಸೀನಾ ಹಾಗೂ ಶ್ರೀಮತಿ ಭಾಗ್ಯ ಕಾರ್ಯಕ್ರಮದಲ್ಲಿ ಭಾಗವಹಿಸಿದ್ದರು. — [738, 969, 934, 1006]
person-shape — [227, 1125, 265, 1165]
article-headline: ಡಾ.ಸರ್ವಪಲ್ಲಿ ರಾಧಾಕೃಷ್ಣನ್ ಅವರ ಭಾವಚಿತ್ರ ಮೆರವಣಿಗೆಗೆ ಉಪ ಕಾರ್ಯದರ್ಶಿ ಚಾಲನೆ — [606, 69, 910, 120]
teacher-shape — [895, 860, 923, 965]
table-cell: ಎ.ಎನ್.ಎಂ ವಸತಿಗೃಹ ನಿರ್ಮಾಣ. — [618, 1283, 740, 1321]
bus-accident-photo — [14, 162, 374, 354]
photo-illustration — [583, 141, 937, 269]
ad-notice: ನಾಳೆ ದಿ. 06-09-2024 ಬುಧವಾರ ರಂದು ಕೊಪ್ಪಳ ವಿಧಾನಸಭ ಕ್ಷೇತ್ರದ ಜನಪ್ರಿಯ ಶಾಸಕರಾದ ಸನ್ಮಾನ್ಯ ಶ್ರೀ ಕೆ. ರಾಘವೇಂದ್ರ ಹಿಟ್ನಾಳ ಅವರು ಗಿಣಿಗೇರಾ ಜಿ. ಪಂ ಪಂಚಾಯತ್ ವ್ಯಾಪ್ತಿಯ ಗಬ್ಬೂರು,ಗುಳದಲ್ಲಿ ಹಾಗೂ ಕೆರೆಹಳ್ಳಿ ಗ್ರಾಮಗಳಲ್ಲಿ ವಿವಿಧ ಕಾಮಗಾರಿಗಳ ಅಡಿಗಲ್ಲು ಹಾಗೂ ಜನಸಂಪರ್ಕ ಸಭೆಯನ್ನು ಹಮ್ಮಿಕೊಂಡಿದ್ದು, ಸದರಿ ಕಾರ್ಯಕ್ರಮದಲ್ಲಿ ತಾವುಗಳು ಪಾಲ್ಗೊಂಡು ಯಶಸ್ವಿಗೊಳಿಸಲು ಕೋರಿದೆ. — [477, 1397, 927, 1451]
dc-tribute-photo — [510, 544, 782, 674]
article-text-col2: ಎಂದು ಹೇಳಿದರು. ಈ ಸಮಾರಂಭದಲ್ಲಿ ಶಾಲಾ ಶಿಕ್ಷಣ ಮತ್ತು ಸಾಕ್ಷರತೆಯ ಇಲಾಖೆಯ ಉಪ ನಿರ್ದೇಶಕರಾದ ಎಸ್.ಎಸ್.ಬಿರಾದರ,ತಹಶೀಲ್ದಾರರಾದ ವಿಠ್ಠಲ್ ಚೌಗಲೇ,ವಿಕಲಚೇತನ ನೌಕರರ ಸಂಘದ ರಾಜ್ಯಾಧ್ಯಕ್ಷರಾದ ಶೇಖರಪ್ಪ ಅಂಗಡಿ,ಚಲವಾದಿ,ಕ್ಷೇತ್ರ ಶಿಕ್ಷಣಾಧಿಕಾರಿಗಳಾದ ಶಂಕರಯ್ಯ, ಶಿಕ್ಷಕರ ಸಂಘದ ಜಿಲ್ಲಾಧ್ಯಕ್ಷರಾದ ಹನುಮಂತಪ್ಪ ಕುರಿ, ಪ್ರಾಥಮಿಕ ಶಾಲಾ ಶಿಕ್ಷಕರ ಸಂಘದ ಅಧ್ಯಕ್ಷರಾದ ಹೊಳೆಯಪ್ಪ, ಕಾರ್ಯದರ್ಶಿ ಮಹಂತೇಶ, ವಿಜಯ ಜೋಶಿ ಸೇರಿದಂತೆ ಪ್ರಮುಖರು, ಜಿಲ್ಲೆಯ ವಿವಿಧ ಶಾಲೆಯ ಶಿಕ್ಷಕರು ಹಾಗೂ ವಿದ್ಯಾರ್ಥಿಗಳು, ಸರ್ಕಾರಿ ಪ್ರೌಢ ಶಾಲೆಯ ವಿದ್ಯಾರ್ಥಿಗಳು ಹಾಗೂ ಮತ್ತಿತರರು ಉಪಸ್ಥಿತರಿದ್ದರು. — [764, 273, 936, 432]
dc-meeting-photo — [14, 1069, 296, 1189]
table-row — [480, 1321, 925, 1369]
photo-caption-left: ಕಾರ್ಯಕ್ರಮದಲ್ಲಿ ಶಾಲೆಯ ಎಲ್ಲಾ ಸಿಬ್ಬಂದಿ ವರ್ಗದವರು ಭಾಗವಹಿಸಿದ್ದರು. ಕಾರ್ಯಕ್ರಮದ ಮುಖ್ಯ ಅತಿಥಿ ಸ್ಥಾನವನ್ನು ಪ್ರಭು ಹಾಗೂರವರು ಸರ್ವಪಲ್ಲಿ ರಾಧಾಕೃಷ್ಣನ್ ರವರ ಜೀವನ — [540, 969, 730, 1006]
headline-highlight: ಶಿಕ್ಷಕರ ದಿನಾಚರಣೆ — [730, 762, 849, 786]
table-row — [480, 1283, 925, 1321]
byline: ಬದಲಾವಣೆ ಸುದ್ದಿ — [584, 272, 647, 282]
article-headline: ವಿದ್ಯಾಸರಸ್ವತಿ ಕಿರಿಯ ಪ್ರಾಥಮಿಕ ಶಾಲೆಯಲ್ಲಿ ಶಿಕ್ಷಕರ ದಿನಾಚರಣೆ — [449, 762, 849, 786]
ad-banner — [591, 1127, 813, 1175]
person-head — [39, 1099, 71, 1131]
person-shape — [833, 209, 847, 266]
person-shape — [591, 590, 615, 675]
byline-triangle-icon — [14, 1258, 22, 1268]
person-shape — [623, 209, 637, 266]
headline-part: ಇಬ್ಬರು ಮಕ್ಕಳು ಮೃತ್ಯು, ಹಲವರಿಗೆ ಗಾಯ — [145, 106, 521, 138]
guru-school-photo — [158, 842, 346, 934]
person-shape — [621, 585, 639, 675]
person-head — [169, 890, 179, 900]
col-header: ಅನುಷ್ಠಾನ ಇಲಾಖೆ — [828, 1218, 925, 1245]
person-head — [203, 261, 227, 285]
headline-part: ಶಾಲಾ ಬಸ್-ಸಾರಿಗೆ ಬಸ್ ನಡುವೆ — [113, 73, 410, 104]
dateline: ಕೊಪ್ಪಳ: — [584, 288, 608, 298]
dateline: ಕಲಬುರಗಿ: — [14, 853, 44, 863]
headline-highlight: ಚಾಲನೆ — [846, 95, 895, 120]
ad-date-line: ದಿನಾಂಕ 06-09-2024 ರಂದು ಗಿಣಿಗೇರಾ — [619, 1095, 783, 1108]
photo-illustration — [159, 843, 347, 935]
imprint-line1: Edited, Printed, Published & Owned by MANJUNATH G.GONDBAL At Vishwa Offeset Printers and Publishers, Taluka Panchayath Complex, Koppal-583231. — [76, 1484, 869, 1498]
ad-district-line: ಜಿಲ್ಲಾ ಪಂಚಾಯತ ಕ್ಷೇತ್ರದಲ್ಲಿ ನಡೆಯುವ ವಿವಿಧ ಕಾಮಗಾರಿಗಳ — [607, 1111, 795, 1122]
person-shape — [521, 585, 541, 675]
article-text-col2: ಧ್ಯೇಯವಾಕ್ಯದೊಂದಿಗೆ 'ಅಂತರಾಷ್ಟ್ರೀಯ ಪ್ರಜಾಪ್ರಭುತ್ವದ ದಿನಾಚರಣೆ ಆಚರಿಸುವ ಸಂಬಂಧ ಕಾರ್ಯಕ್ರಮಗಳ ರೂಪುರೇಷೆ ಕುರಿತಂತೆ ಸಭೆಯ ಅಧ್ಯಕ್ಷತೆ ವಹಿಸಿ ಮಾತನಾಡಿದರು. ಪ್ರಜಾಪ್ರಭುತ್ವ ಎಂಬುದು ಕೇವಲ ಅಧಿಕಾರಿಗಳದ್ದು ಅಲ್ಲ 'ಅದು ಪ್ರತಿಯೊಬ್ಬ ನಾಗರಿಕರದ್ದು', ಪ್ರತಿಯೊಬ್ಬರು ಸರಪಳಿಯಲ್ಲಿ ಭಾಗವಹಿಸಬೇಕು. ನೈಜತೆಗಾಗಿ ಪಾಲ್ಗೊಂಡು ಮಾತ್ರವೇ ನಿಲ್ಲದಿದ್ದರೆ ಪ್ರಜೆಗಳ ದೊರಕು, ಕಾರ್ಯಕ್ರಮದಲ್ಲಿ ಯಶಸ್ವಿಗೊಳಿಸಲು ಸಾಧ್ಯ, ಹಾಗಾಗಿ ಸರಪಳಿಯ ಯಶಸ್ವಿಯಲ್ಲಿ ಪ್ರತಿಯೊಬ್ಬರು ನಮ್ಮೊಂದಿಗೆ ಸಹಕರಿಸಬೇಕೆಂದರು. ಕಾರ್ಯಕ್ರಮವು ಸೆಪ್ಟೆಂಬರ್ 15ರಂದು ಬೆಳಗ್ಗೆ 8:30 ಗಂಟೆಯಿಂದ 9:30 ಗಂಟೆಯವರೆಗೆ ನಡೆಯಲಿದ್ದು, ಸರಪಳಿಯ ಸಿದ್ಧತೆಯಿಂದ ಕಾರ್ಯಕ್ರಮವು ಆರಂಭವಾಗುತ್ತದೆ, ಮುಂದುವರಿದಂತೆ ಅವರವರಿಗೆ ನಿಗದಿಪಡಿಸಿದ ಹೆಜ್ಜೆಗಳಲ್ಲಿ ಸರಪಳಿ ರಚನೆ ಆಗಲಿದೆ ಎಂದರು. ಈ ವೇಳೆ ಡಾ. ಬಿ.ಆರ್ ಅಂಬೇಡ್ಕರ್ ಅವರ ಪ್ರತಿಮೆಗೆ ಮಾಲಾರ್ಪಣೆ ಮಾಡಿ — [162, 1193, 302, 1447]
photo-illustration — [15, 163, 375, 355]
